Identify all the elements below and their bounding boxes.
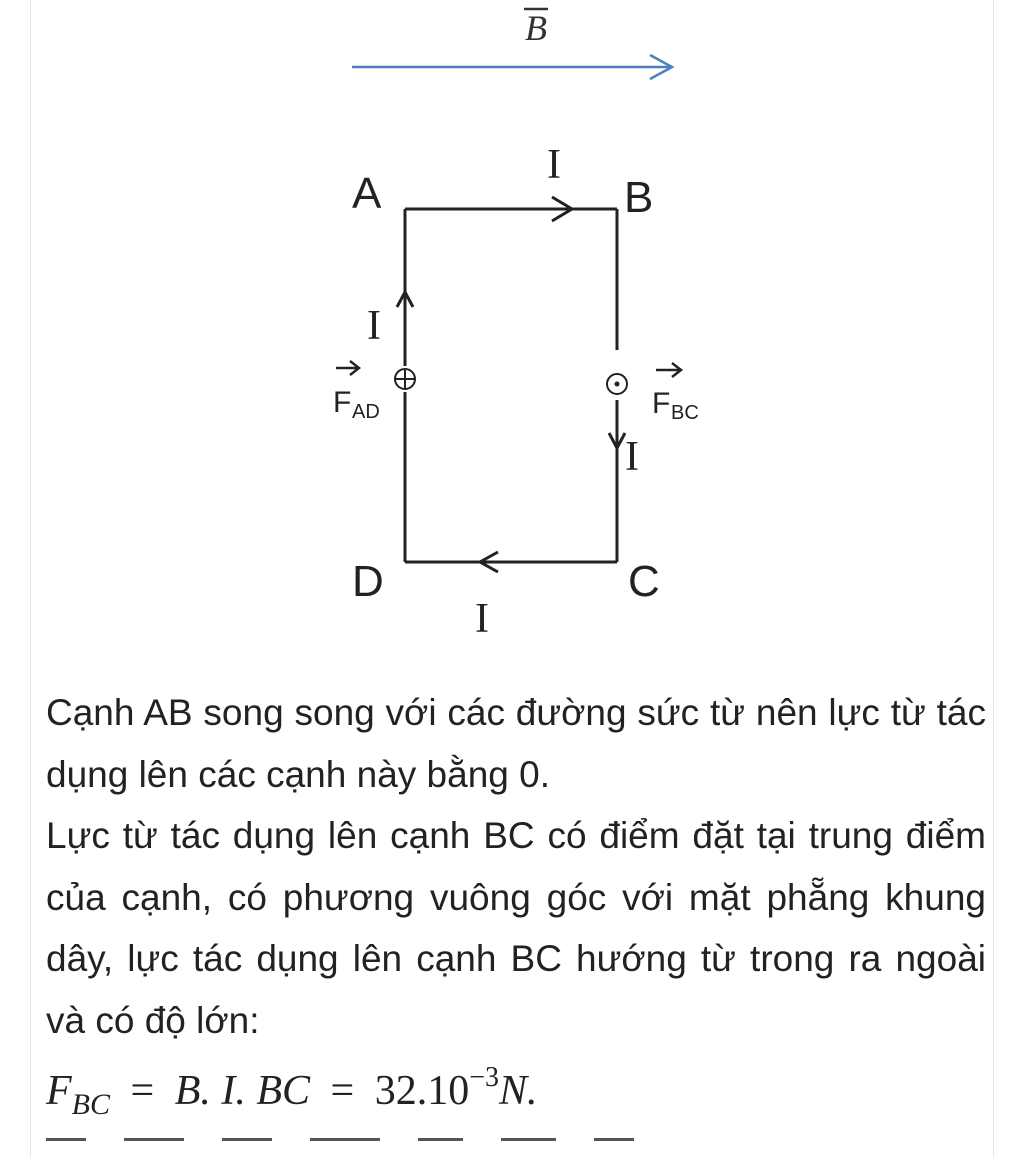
force-bc-subscript: BC	[671, 402, 699, 424]
force-bc-symbol: F	[652, 387, 671, 420]
formula-value: 32.10	[374, 1068, 470, 1114]
current-label-bc: I	[625, 434, 639, 480]
wire-frame	[405, 209, 617, 562]
force-ad-subscript: AD	[352, 401, 380, 423]
current-label-ab: I	[547, 142, 561, 188]
formula-unit: N.	[498, 1068, 538, 1114]
formula-equals-1: =	[130, 1068, 155, 1114]
force-ad-symbol: F	[333, 386, 352, 419]
field-label: B	[525, 8, 547, 48]
formula-equals-2: =	[330, 1068, 355, 1114]
current-label-cd: I	[475, 596, 489, 642]
paragraph-parallel-side: Cạnh AB song song với các đường sức từ nên lực từ tác dụng lên các cạnh này bằng 0.	[46, 692, 986, 795]
force-formula	[46, 1062, 538, 1122]
out-of-page-symbol	[607, 374, 627, 394]
force-ad-label	[333, 361, 380, 423]
formula-exponent: −3	[469, 1062, 499, 1093]
current-label-ad: I	[367, 303, 381, 349]
vertex-c-label: C	[628, 557, 660, 606]
formula-lhs-subscript: BC	[71, 1088, 110, 1121]
vertex-b-label: B	[624, 173, 654, 222]
formula-rhs: B. I. BC	[174, 1068, 310, 1114]
force-bc-label	[652, 363, 699, 424]
vertex-a-label: A	[352, 169, 382, 218]
paragraph-force-bc: Lực từ tác dụng lên cạnh BC có điểm đặt tại trung điểm của cạnh, có phương vuông góc với mặt phẵng khung dây, lực tác dụng lên cạnh BC hướng từ trong ra ngoài và có độ lớn:	[46, 815, 986, 1041]
vertex-d-label: D	[352, 557, 384, 606]
solution-text	[46, 682, 986, 1051]
cut-off-next-line	[46, 1138, 746, 1152]
into-page-symbol	[395, 369, 415, 389]
formula-lhs: F	[46, 1068, 72, 1114]
